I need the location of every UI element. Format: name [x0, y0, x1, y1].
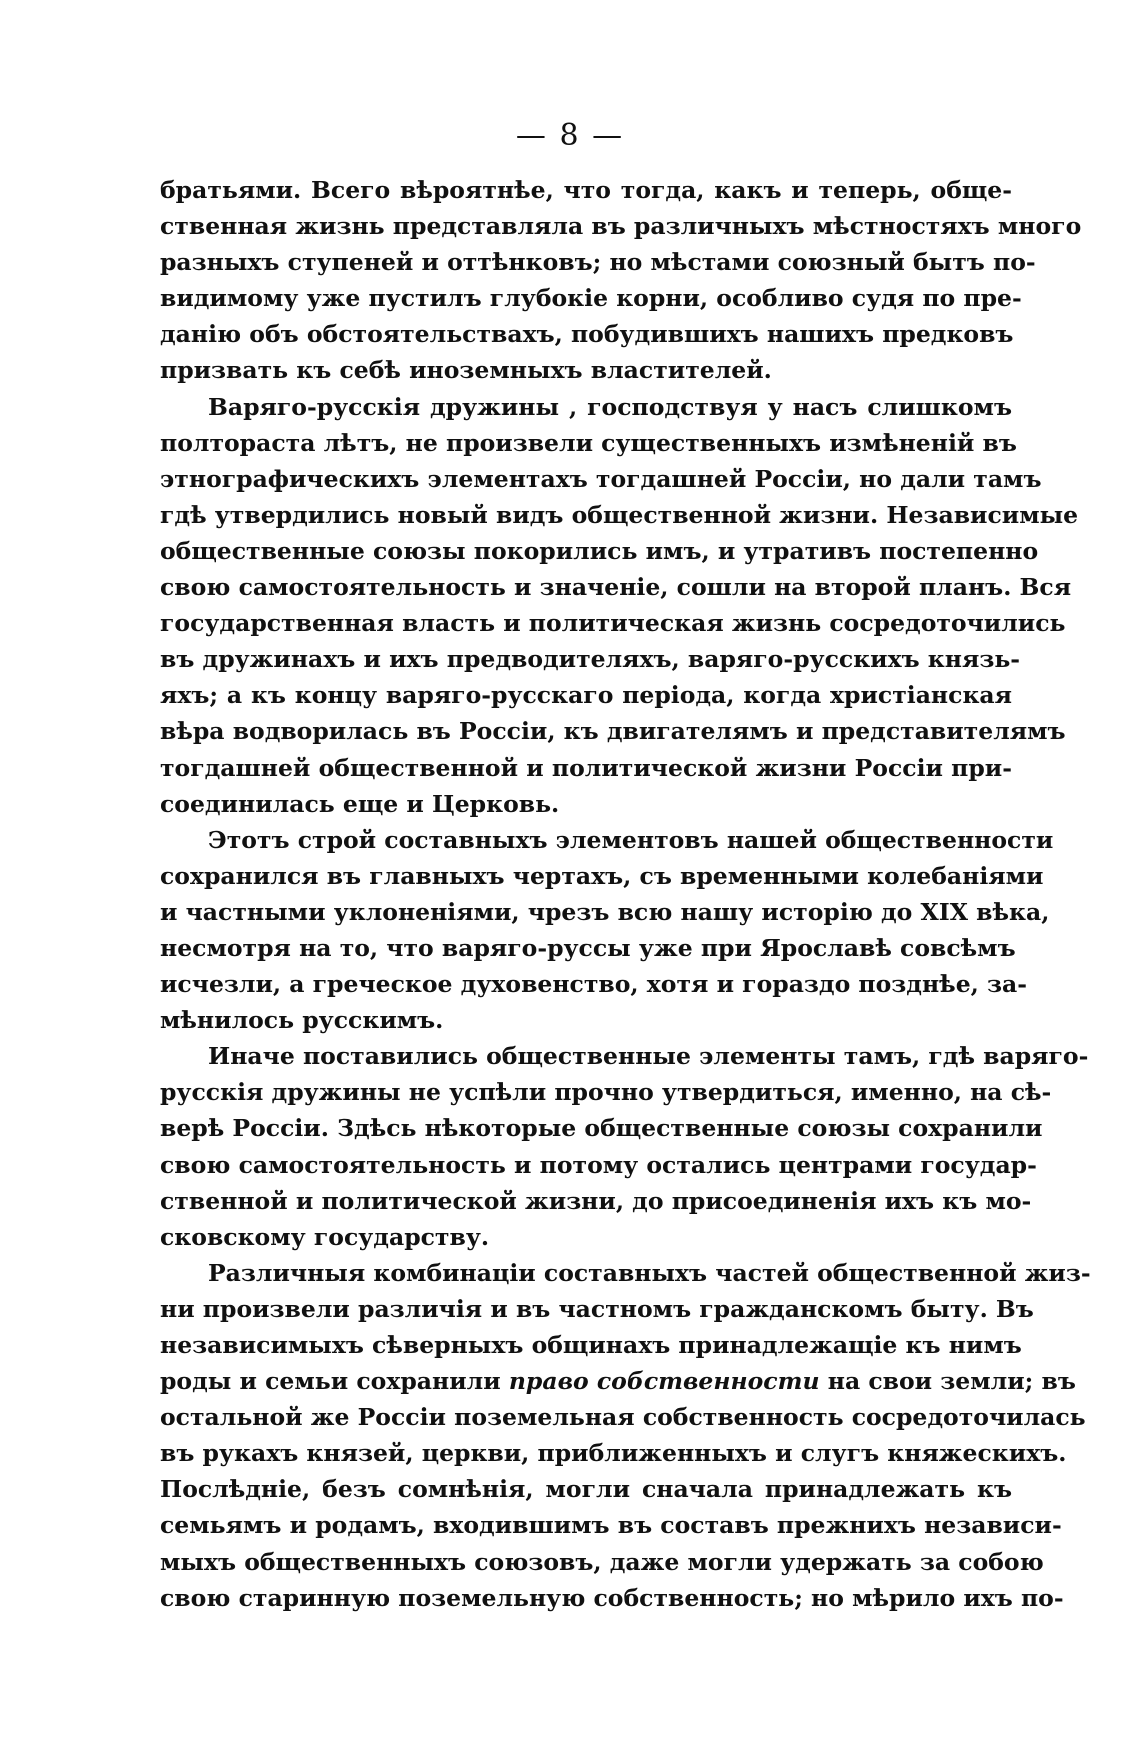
- text-line: сохранился въ главныхъ чертахъ, съ временными колебаніями: [160, 861, 1044, 890]
- text-line: сковскому государству.: [160, 1222, 490, 1251]
- text-run: роды и семьи сохранили: [160, 1367, 509, 1396]
- text-line: Варяго-русскія дружины , господствуя у насъ слишкомъ: [208, 392, 1012, 421]
- text-line: гдѣ утвердились новый видъ общественной жизни. Независимые: [160, 500, 1079, 529]
- text-line: независимыхъ сѣверныхъ общинахъ принадлежащіе къ нимъ: [160, 1331, 1022, 1359]
- body-text: [160, 172, 1091, 1616]
- text-line: соединилась еще и Церковь.: [160, 789, 560, 818]
- text-line-with-italic: [160, 1363, 1076, 1399]
- text-line: остальной же Россіи поземельная собственность сосредоточилась: [160, 1403, 1086, 1432]
- text-line: тогдашней общественной и политической жизни Россіи при-: [160, 753, 1012, 782]
- text-line: мѣнилось русскимъ.: [160, 1006, 444, 1035]
- text-line: несмотря на то, что варяго-руссы уже при Ярославѣ совсѣмъ: [160, 933, 1016, 962]
- page-number: — 8 —: [515, 118, 625, 153]
- text-line: этнографическихъ элементахъ тогдашней Россіи, но дали тамъ: [160, 464, 1042, 493]
- text-line: Этотъ строй составныхъ элементовъ нашей общественности: [208, 825, 1054, 854]
- text-line: въ дружинахъ и ихъ предводителяхъ, варяго-русскихъ князь-: [160, 645, 1021, 674]
- text-line: братьями. Всего вѣроятнѣе, что тогда, какъ и теперь, обще-: [160, 176, 1012, 204]
- text-line: Различныя комбинаціи составныхъ частей общественной жиз-: [208, 1258, 1091, 1287]
- text-line: Иначе поставились общественные элементы тамъ, гдѣ варяго-: [208, 1042, 1089, 1071]
- text-line: и частными уклоненіями, чрезъ всю нашу исторію до XIX вѣка,: [160, 897, 1050, 926]
- text-line: полтораста лѣтъ, не произвели существенныхъ измѣненій въ: [160, 428, 1017, 457]
- text-line: ственной и политической жизни, до присоединенія ихъ къ мо-: [160, 1186, 1032, 1215]
- text-run: на свои земли; въ: [819, 1367, 1076, 1396]
- text-line: мыхъ общественныхъ союзовъ, даже могли удержать за собою: [160, 1547, 1044, 1576]
- text-line: яхъ; а къ концу варяго-русскаго періода, когда христіанская: [160, 681, 1012, 710]
- text-line: въ рукахъ князей, церкви, приближенныхъ и слугъ княжескихъ.: [160, 1439, 1067, 1468]
- text-line: вѣра водворилась въ Россіи, къ двигателямъ и представителямъ: [160, 717, 1066, 746]
- text-line: свою старинную поземельную собственность; но мѣрило ихъ по-: [160, 1583, 1064, 1612]
- text-line: призвать къ себѣ иноземныхъ властителей.: [160, 356, 772, 385]
- text-line: Послѣдніе, безъ сомнѣнія, могли сначала принадлежать къ: [160, 1475, 1012, 1504]
- text-line: исчезли, а греческое духовенство, хотя и гораздо позднѣе, за-: [160, 970, 1027, 999]
- text-line: видимому уже пустилъ глубокіе корни, особливо судя по пре-: [160, 284, 1022, 313]
- italic-phrase: право собственности: [508, 1367, 820, 1396]
- text-line: государственная власть и политическая жизнь сосредоточились: [160, 609, 1066, 638]
- text-line: свою самостоятельность и потому остались центрами государ-: [160, 1150, 1037, 1179]
- text-line: свою самостоятельность и значеніе, сошли на второй планъ. Вся: [160, 573, 1072, 602]
- text-line: русскія дружины не успѣли прочно утвердиться, именно, на сѣ-: [160, 1078, 1052, 1107]
- text-line: верѣ Россіи. Здѣсь нѣкоторые общественные союзы сохранили: [160, 1114, 1043, 1143]
- text-line: семьямъ и родамъ, входившимъ въ составъ прежнихъ независи-: [160, 1511, 1062, 1540]
- text-line: ни произвели различія и въ частномъ гражданскомъ быту. Въ: [160, 1294, 1034, 1323]
- text-line: общественные союзы покорились имъ, и утративъ постепенно: [160, 536, 1039, 565]
- text-line: данію объ обстоятельствахъ, побудившихъ нашихъ предковъ: [160, 320, 1014, 349]
- text-line: ственная жизнь представляла въ различныхъ мѣстностяхъ много: [160, 212, 1082, 241]
- text-line: разныхъ ступеней и оттѣнковъ; но мѣстами союзный бытъ по-: [160, 248, 1036, 277]
